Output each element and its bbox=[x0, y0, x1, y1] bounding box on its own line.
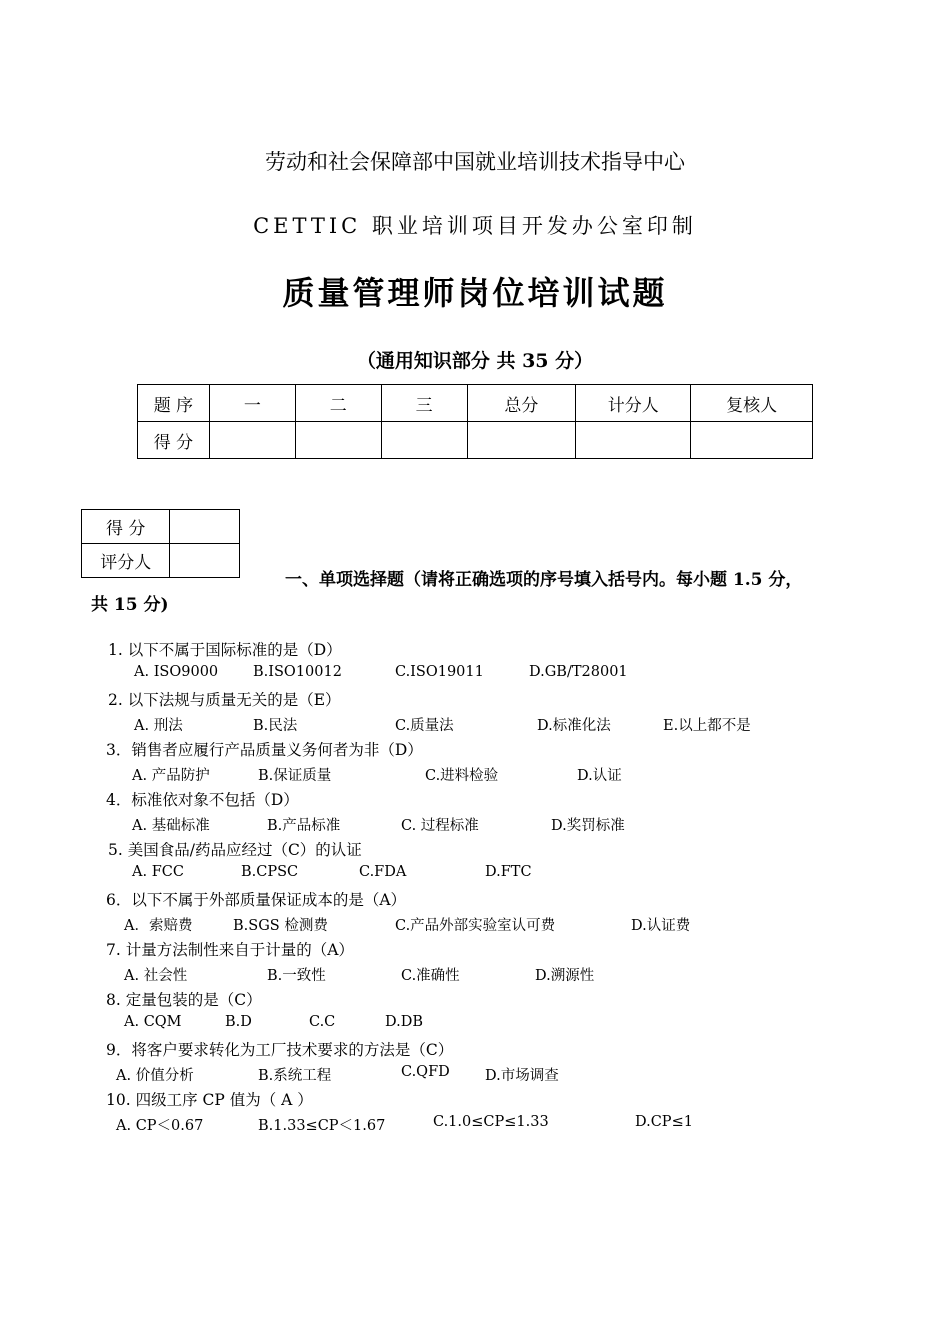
score-table-header: 三 bbox=[381, 385, 467, 422]
question-option: B.产品标准 bbox=[267, 818, 341, 834]
section-heading: 一、单项选择题（请将正确选项的序号填入括号内。每小题 1.5 分， bbox=[285, 570, 803, 590]
score-table bbox=[137, 384, 813, 459]
question-option: D.DB bbox=[385, 1014, 423, 1030]
question-stem: 7. 计量方法制性来自于计量的（A） bbox=[106, 941, 354, 959]
question-option: C.ISO19011 bbox=[395, 664, 484, 680]
score-cell[interactable] bbox=[295, 422, 381, 459]
question-stem: 4．标准依对象不包括（D） bbox=[106, 791, 299, 809]
score-table-header: 题 序 bbox=[138, 385, 210, 422]
question-option: C.准确性 bbox=[401, 968, 460, 984]
question-option: D.认证费 bbox=[631, 918, 691, 934]
score-cell[interactable] bbox=[209, 422, 295, 459]
section-heading-cont: 共 15 分) bbox=[91, 595, 169, 615]
question-option: A. 刑法 bbox=[134, 718, 183, 734]
office-line: CETTIC 职业培训项目开发办公室印制 bbox=[253, 214, 697, 238]
grader-score-cell[interactable] bbox=[170, 510, 240, 544]
question-option: A. ISO9000 bbox=[134, 664, 219, 680]
grader-name-label: 评分人 bbox=[82, 544, 170, 578]
question-option: D.CP≤1 bbox=[635, 1114, 693, 1130]
question-option: C.1.0≤CP≤1.33 bbox=[433, 1114, 549, 1130]
question-option: B.系统工程 bbox=[258, 1068, 332, 1084]
question-stem: 5. 美国食品/药品应经过（C）的认证 bbox=[108, 841, 362, 859]
question-option: D.标准化法 bbox=[537, 718, 611, 734]
score-cell[interactable] bbox=[691, 422, 813, 459]
question-stem: 10. 四级工序 CP 值为（ A ） bbox=[106, 1091, 313, 1109]
question-stem: 6．以下不属于外部质量保证成本的是（A） bbox=[106, 891, 407, 909]
page-title: 质量管理师岗位培训试题 bbox=[282, 274, 668, 312]
question-option: B.SGS 检测费 bbox=[233, 918, 328, 934]
question-option: A. CQM bbox=[124, 1014, 182, 1030]
score-cell[interactable] bbox=[576, 422, 691, 459]
question-option: A．索赔费 bbox=[124, 918, 193, 934]
page-subtitle: （通用知识部分 共 35 分） bbox=[356, 350, 594, 372]
question-stem: 3．销售者应履行产品质量义务何者为非（D） bbox=[106, 741, 423, 759]
question-option: B.CPSC bbox=[241, 864, 299, 880]
score-cell[interactable] bbox=[467, 422, 576, 459]
question-option: B.民法 bbox=[253, 718, 298, 734]
question-option: B.D bbox=[225, 1014, 252, 1030]
score-table-header: 一 bbox=[209, 385, 295, 422]
score-cell[interactable] bbox=[381, 422, 467, 459]
question-option: D.GB/T28001 bbox=[529, 664, 628, 680]
question-option: B.1.33≤CP＜1.67 bbox=[258, 1118, 386, 1134]
question-option: C.FDA bbox=[359, 864, 407, 880]
score-row-label: 得 分 bbox=[138, 422, 210, 459]
question-stem: 8. 定量包装的是（C） bbox=[106, 991, 262, 1009]
question-option: D.奖罚标准 bbox=[551, 818, 625, 834]
grader-name-cell[interactable] bbox=[170, 544, 240, 578]
question-option: D.FTC bbox=[485, 864, 532, 880]
question-option: C. 过程标准 bbox=[401, 818, 479, 834]
org-line: 劳动和社会保障部中国就业培训技术指导中心 bbox=[265, 150, 685, 174]
question-option: A. 基础标准 bbox=[132, 818, 210, 834]
question-option: A. 社会性 bbox=[124, 968, 188, 984]
question-option: D.溯源性 bbox=[535, 968, 595, 984]
question-option: A. 产品防护 bbox=[132, 768, 210, 784]
question-option: B.一致性 bbox=[267, 968, 326, 984]
question-option: A. FCC bbox=[132, 864, 184, 880]
question-option: B.保证质量 bbox=[258, 768, 332, 784]
score-table-header: 总分 bbox=[467, 385, 576, 422]
question-option: B.ISO10012 bbox=[253, 664, 342, 680]
grader-score-label: 得 分 bbox=[82, 510, 170, 544]
score-table-score-row bbox=[138, 422, 813, 459]
question-stem: 9．将客户要求转化为工厂技术要求的方法是（C） bbox=[106, 1041, 454, 1059]
question-option: C.质量法 bbox=[395, 718, 454, 734]
question-option: C.进料检验 bbox=[425, 768, 499, 784]
question-option: A. 价值分析 bbox=[116, 1068, 194, 1084]
question-option: A. CP＜0.67 bbox=[116, 1118, 204, 1134]
grader-table bbox=[81, 509, 240, 578]
question-option: C.产品外部实验室认可费 bbox=[395, 918, 556, 934]
score-table-header-row bbox=[138, 385, 813, 422]
question-option: E.以上都不是 bbox=[663, 718, 751, 734]
score-table-header: 二 bbox=[295, 385, 381, 422]
question-stem: 1. 以下不属于国际标准的是（D） bbox=[108, 641, 342, 659]
question-stem: 2. 以下法规与质量无关的是（E） bbox=[108, 691, 341, 709]
question-option: D.市场调查 bbox=[485, 1068, 559, 1084]
question-option: D.认证 bbox=[577, 768, 622, 784]
score-table-header: 计分人 bbox=[576, 385, 691, 422]
question-option: C.C bbox=[309, 1014, 336, 1030]
question-option: C.QFD bbox=[401, 1064, 450, 1080]
score-table-header: 复核人 bbox=[691, 385, 813, 422]
